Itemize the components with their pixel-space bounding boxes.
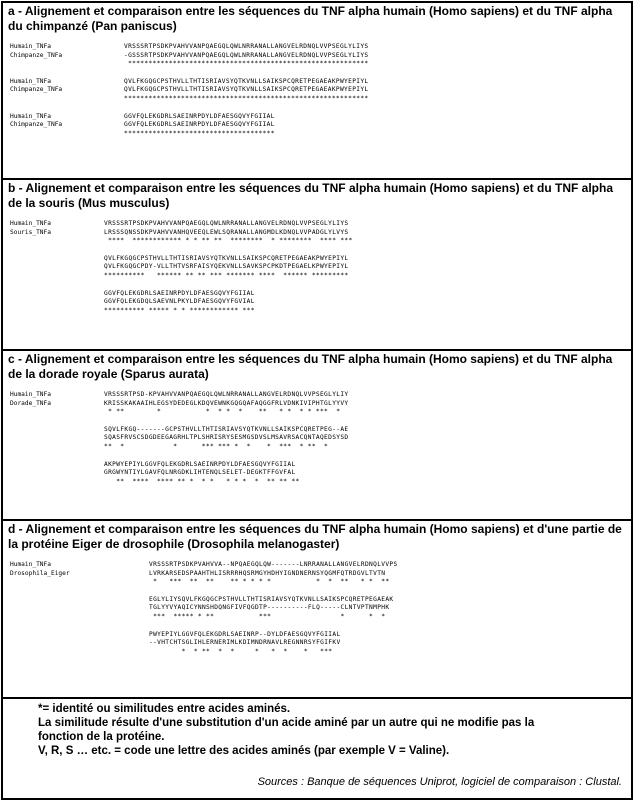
alignment-block (3, 220, 631, 246)
conservation-row (3, 613, 631, 622)
sequence-row-human (3, 391, 631, 400)
conservation-markers: * ** * * * * * ** * * * * *** * (104, 408, 349, 416)
amino-acid-sequence: QVLFKGQGCPSTHVLLTHTISRIAVSYQTKVNLLSAIKSPCQRETPEGAEAKPWYEPIYL (104, 254, 349, 262)
amino-acid-sequence: GRGWYNTIYLGAVFQLNRGDKLIHTENQLSELET-DEGKTFFGVFAL (104, 469, 296, 477)
sequence-row-human (3, 43, 631, 52)
conservation-markers: *** ***** * ** *** * * * (149, 612, 386, 620)
alignment-block (3, 561, 631, 587)
conservation-row (3, 307, 631, 316)
sequence-name: Humain_TNFa (10, 112, 51, 120)
alignment-block (3, 78, 631, 104)
conservation-markers: * *** ** ** ** * * * * * * ** * * ** (149, 578, 390, 586)
conservation-row (3, 578, 631, 587)
sequence-row-compared (3, 469, 631, 478)
alignment-blocks (3, 220, 631, 315)
amino-acid-sequence: SQASFRVSCSDGDEEGAGRHLTPLSHRISRYSESMGSDVSLMSAVRSACQNTAQEDSYSD (104, 434, 349, 442)
amino-acid-sequence: GGVFQLEKGDRLSAEINRPDYLDFAESGQVYFGIIAL (104, 289, 255, 297)
sequence-name: Humain_TNFa (10, 391, 51, 398)
panel-c (3, 352, 631, 518)
sequence-name: Drosophila_Eiger (10, 569, 70, 577)
sequence-row-compared (3, 229, 631, 238)
panel-b-title: b - Alignement et comparaison entre les séquences du TNF alpha humain (Homo sapiens) et du TNF alpha de la souris (Mus musculus) (8, 181, 613, 210)
amino-acid-sequence: GGVFQLEKGDRLSAEINRPDYLDFAESGQVYFGIIAL (124, 121, 275, 129)
alignment-block (3, 631, 631, 657)
conservation-row (3, 478, 631, 487)
legend-similarity-note: La similitude résulte d'une substitution d'un acide aminé par un autre qui ne modifie pas la (38, 717, 535, 729)
amino-acid-sequence: --VHTCHTSGLIHLERNERIMLKDIMNDRNAVLREGNNRSYFGIFKV (149, 639, 341, 647)
sequence-name: Humain_TNFa (10, 43, 51, 50)
legend-letter-code-note: V, R, S … etc. = code une lettre des acides aminés (par exemple V = Valine). (38, 745, 450, 757)
sequence-row-human (3, 631, 631, 640)
alignment-block (3, 290, 631, 316)
amino-acid-sequence: KRISSKAKAAIHLEGSYDEDEGLKDQVEWNKGQGQAFAQGGFRLVDNKIVIPHTGLYYVY (104, 399, 349, 407)
amino-acid-sequence: QVLFKGQGCPSTHVLLTHTISRIAVSYQTKVNLLSAIKSPCQRETPEGAEAKPWYEPIYL (124, 77, 369, 85)
panel-a (3, 4, 631, 177)
amino-acid-sequence: LVRKARSEDSPAAHTHLISRRRHQSRMGYHDHYIGNDNERNSYQGMFQTRDGVLTVTN (149, 569, 386, 577)
legend-similarity-note-continued: fonction de la protéine. (38, 731, 165, 743)
panel-b (3, 181, 631, 348)
sequence-row-human (3, 78, 631, 87)
sequence-name: Chimpanze_TNFa (10, 51, 63, 59)
sequence-name: Dorade_TNFa (10, 399, 51, 407)
amino-acid-sequence: VRSSSRTPSDKPVAHVVANPQAEGQLQWLNRRANALLANGVELRDNQLVVPSEGLYLIYS (104, 220, 349, 227)
sequence-row-compared (3, 86, 631, 95)
sources-caption: Sources : Banque de séquences Uniprot, logiciel de comparaison : Clustal. (257, 776, 622, 788)
alignment-block (3, 255, 631, 281)
amino-acid-sequence: SQVLFKGQ-------GCPSTHVLLTHTISRIAVSYQTKVNLLSAIKSPCQRETPEG--AE (104, 425, 349, 433)
sequence-row-compared (3, 639, 631, 648)
sequence-name: Souris_TNFa (10, 228, 51, 236)
sequence-row-compared (3, 298, 631, 307)
alignment-block (3, 113, 631, 139)
conservation-row (3, 237, 631, 246)
panel-c-title: c - Alignement et comparaison entre les séquences du TNF alpha humain (Homo sapiens) et du TNF alpha de la dorade royale (Sparus aurata) (8, 352, 613, 381)
sequence-name: Chimpanze_TNFa (10, 86, 63, 94)
amino-acid-sequence: GGVFQLEKGDRLSAEINRPDYLDFAESGQVYFGIIAL (124, 112, 275, 120)
conservation-row (3, 60, 631, 69)
conservation-markers: *********************************************************** (124, 60, 369, 68)
amino-acid-sequence: EGLYLIYSQVLFKGQGCPSTHVLLTHTISRIAVSYQTKVNLLSAIKSPCQRETPEGAEAK (149, 595, 394, 603)
sequence-name: Humain_TNFa (10, 77, 51, 85)
conservation-markers: ** **** **** ** * * * * * * * ** ** ** (104, 477, 300, 485)
conservation-row (3, 648, 631, 657)
panel-d (3, 522, 631, 694)
amino-acid-sequence: GGVFQLEKGDQLSAEVNLPKYLDFAESGQVYFGVIAL (104, 298, 255, 306)
amino-acid-sequence: QVLFKGQGCPSTHVLLTHTISRIAVSYQTKVNLLSAIKSPCQRETPEGAEAKPWYEPIYL (124, 86, 369, 94)
conservation-markers: ********** ****** ** ** *** ******* **** ****** ********* (104, 271, 349, 279)
sequence-row-human (3, 220, 631, 229)
amino-acid-sequence: LRSSSQNSSDKPVAHVVANHQVEEQLEWLSQRANALLANGMDLKDNQLVVPADGLYLVYS (104, 228, 349, 236)
sequence-row-compared (3, 263, 631, 272)
sequence-row-compared (3, 400, 631, 409)
sequence-row-compared (3, 570, 631, 579)
sequence-row-human (3, 290, 631, 299)
conservation-markers: ** * * *** *** * * * *** * ** * (104, 442, 349, 450)
conservation-markers: ************************************************************ (124, 94, 369, 102)
conservation-markers: **** ************ * * ** ** ******** * ******** **** *** (104, 237, 353, 245)
amino-acid-sequence: QVLFKGQGCPDY-VLLTHTVSRFAISYQEKVNLLSAVKSPCPKDTPEGAELKPWYEPIYL (104, 263, 349, 271)
conservation-row (3, 130, 631, 139)
sequence-row-compared (3, 434, 631, 443)
sequence-row-human (3, 255, 631, 264)
alignment-block (3, 391, 631, 417)
conservation-markers: ************************************* (124, 129, 275, 137)
sequence-row-human (3, 461, 631, 470)
legend-identity-note: *= identité ou similitudes entre acides aminés. (38, 703, 291, 715)
alignment-block (3, 43, 631, 69)
panel-divider (3, 519, 631, 521)
alignment-blocks (3, 391, 631, 486)
conservation-row (3, 408, 631, 417)
conservation-row (3, 272, 631, 281)
legend (3, 702, 631, 758)
amino-acid-sequence: AKPWYEPIYLGGVFQLEKGDRLSAEINRPDYLDFAESGQVYFGIIAL (104, 460, 296, 468)
amino-acid-sequence: VRSSSRTPSDKPVAHVVANPQAEGQLQWLNRRANALLANGVELRDNQLVVPSEGLYLIYS (124, 43, 369, 50)
amino-acid-sequence: -GSSSRTPSDKPVAHVVANPQAEGQLQWLNRRANALLANGVELRDNQLVVPSEGLYLIYS (124, 51, 369, 59)
sequence-name: Humain_TNFa (10, 220, 51, 227)
sequence-row-human (3, 561, 631, 570)
amino-acid-sequence: VRSSSRTPSD-KPVAHVVANPQAEGQLQWLNRRANALLANGVELRDNQLVVPSEGLYLIY (104, 391, 349, 398)
alignment-block (3, 596, 631, 622)
conservation-markers: ********** ***** * * ************ *** (104, 306, 255, 314)
sequence-row-compared (3, 121, 631, 130)
panel-divider (3, 697, 631, 699)
alignment-block (3, 461, 631, 487)
sequence-row-compared (3, 604, 631, 613)
conservation-markers: * * ** * * * * * * *** (149, 647, 341, 655)
panel-divider (3, 178, 631, 180)
amino-acid-sequence: VRSSSRTPSDKPVAHVVA--NPQAEGQLQW-------LNRRANALLANGVELRDNQLVVPS (149, 561, 398, 568)
alignment-block (3, 426, 631, 452)
conservation-row (3, 95, 631, 104)
amino-acid-sequence: PWYEPIYLGGVFQLEKGDRLSAEINRP--DYLDFAESGQVYFGIIAL (149, 630, 341, 638)
alignment-blocks (3, 43, 631, 138)
conservation-row (3, 443, 631, 452)
panel-divider (3, 349, 631, 351)
amino-acid-sequence: TGLYYVYAQICYNNSHDQNGFIVFQGDTP----------FLQ-----CLNTVPTNMPHK (149, 604, 390, 612)
alignment-blocks (3, 561, 631, 656)
panel-a-title: a - Alignement et comparaison entre les séquences du TNF alpha humain (Homo sapiens) et du TNF alpha du chimpanzé (Pan paniscus) (8, 4, 613, 33)
sequence-row-human (3, 113, 631, 122)
panel-d-title: d - Alignement et comparaison entre les séquences du TNF alpha humain (Homo sapiens) et d'une partie de la protéine Eiger de drosophile (Drosophila melanogaster) (8, 522, 622, 551)
sequence-row-compared (3, 52, 631, 61)
sequence-name: Humain_TNFa (10, 561, 51, 568)
sequence-name: Chimpanze_TNFa (10, 121, 63, 129)
sequence-row-human (3, 596, 631, 605)
sequence-row-human (3, 426, 631, 435)
